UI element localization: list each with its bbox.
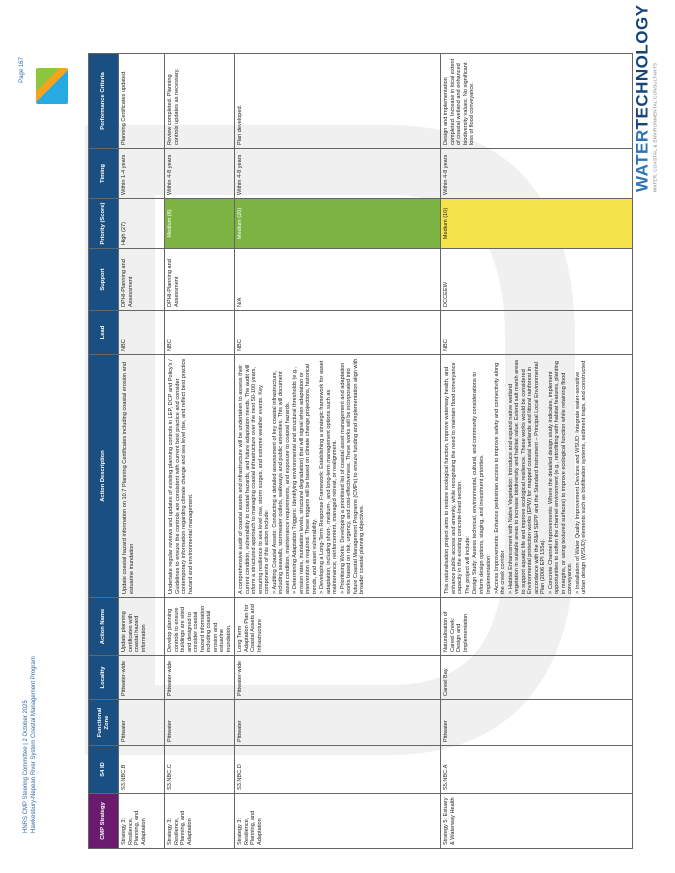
header-s4-id: S4 ID [89,746,119,794]
page-number [12,40,32,100]
cell-locality: Careel Bay [441,656,633,700]
cell-lead: NBC [119,311,165,355]
cell-s4-id: S5.NBC.A [441,746,633,794]
cell-cmp-strategy: Strategy 3: Resilience, Planning, and Adaptation [235,794,441,849]
cell-locality: Pittwater-wide [235,656,441,700]
cell-support: DPHI-Planning and Assessment [119,249,165,311]
description-paragraph: Implementation: [486,554,492,594]
action-table [88,53,633,849]
cell-performance-criteria: Review completed. Planning controls updates as necessary. [165,54,235,149]
description-paragraph: > Prioritising Works: Developing a prioritised list of coastal asset management and adaptation works based on risk, urgency, and cost-effectiveness. These works will be incorporated into future Coastal Management Programs (CMPs) to ensure funding and implementation align with broader coastal planning objectives. [339,358,365,594]
cell-action-name: Long Term Adaptation Plan for Coastal Assets and Infrastructure [235,598,441,656]
cell-functional-zone: Pittwater [441,700,633,746]
description-paragraph: The project will include: [464,535,471,594]
cell-priority: Medium (20) [235,199,441,249]
cell-action-name: Develop planning controls to ensure buildings are sited and designed to consider coastal hazard information including coastal erosion and estuarine inundation. [165,598,235,656]
cell-locality: Pittwater-wide [119,656,165,700]
cell-s4-id: S3.NBC.B [119,746,165,794]
cell-action-name: Naturalisation of Careel Creek: Design and Implementation [441,598,633,656]
header-support: Support [89,249,119,311]
cell-support: DCCEEW [441,249,633,311]
cell-support: DPHI-Planning and Assessment [165,249,235,311]
description-paragraph: Update coastal hazard information on 10.7 Planning Certificates including coastal erosion and estuarine inundation [122,362,135,594]
header-action-name: Action Name [89,598,119,656]
cell-s4-id: S3.NBC.D [235,746,441,794]
cell-cmp-strategy: Strategy 5: Estuary & Waterway Health [441,794,633,849]
action-table-wrapper [88,54,620,849]
cell-action-description [119,355,165,598]
footer-line-1: HNRS CMP Steering Committee | 2 October 2025 [23,700,29,833]
cell-action-name: Update planning certificates with coastal hazard information [119,598,165,656]
cell-lead: NBC [235,311,441,355]
cell-locality: Pittwater-wide [165,656,235,700]
brand-name-b: TECHNOLOGY [632,4,652,130]
description-paragraph: This naturalisation project aims to restore ecological function, improve waterway health, and enhance public access and amenity, while recognising the need to maintain flood conveyance capacity in the existing concrete-lined section. [444,362,463,594]
description-paragraph: > Concrete Channel Improvements: Where the detailed design study indicates, implement opportunities to soften the channel environment (e.g., retrofitting with habitat features, planting in margins, or using textured surfaces) to improve ecological function while retaining flood conveyance. [547,361,573,594]
cell-priority: Medium (10) [441,199,633,249]
header-lead: Lead [89,311,119,355]
cell-functional-zone: Pittwater [119,700,165,746]
page-number-text: Page 167 [19,57,25,83]
header-functional-zone: Functional Zone [89,700,119,746]
cell-priority: High (27) [119,199,165,249]
header-priority: Priority (Score) [89,199,119,249]
header-cmp-strategy: CMP Strategy [89,794,119,849]
cell-cmp-strategy: Strategy 3: Resilience, Planning, and Adaptation [119,794,165,849]
cell-timing: Within 1-4 years [119,149,165,199]
table-row [441,54,633,849]
table-row [235,54,441,849]
description-paragraph: A comprehensive audit of coastal assets and infrastructure will be undertaken to assess their current condition, vulnerability to coastal hazards, and future adaptation needs. The audit will inform a structured approach to managing coastal infrastructure over the next 50-100 years, ensuring resilience to sea level rise, storm surges, and extreme weather events. Key components of this action include: [238,364,270,594]
cell-timing: Within 4-8 years [165,149,235,199]
cell-timing: Within 4-8 years [441,149,633,199]
description-paragraph: > Habitat Enhancement with Native Vegetation: Introduce and expand native wetland vegetation in suitable areas to increase biodiversity and habitat value. Extend salt marsh areas to support aquatic life and improve ecological resilience. These works would be considered Environmental protection works (EPW) for mapped coastal wetlands and littoral rainforest in accordance with the R&H SEPP and the Standard Instrument – Principal Local Environmental Plan (2006 EPI 155a). [507,359,546,594]
description-paragraph: Design Study: Assess technical, environmental, cultural, and community considerations to inform design options, staging, and investment priorities. [472,372,485,594]
header-timing: Timing [89,149,119,199]
cell-action-description [165,355,235,598]
cell-lead: NBC [165,311,235,355]
description-paragraph: > Installation of Water Quality Improvement Devices and WSUD: Integrate water-sensitive urban design (WSUD) elements such as biofiltration systems, sediment traps, and constructed [574,360,587,594]
header-performance-criteria: Performance Criteria [89,54,119,149]
cell-lead: NBC [441,311,633,355]
cell-functional-zone: Pittwater [235,700,441,746]
cell-functional-zone: Pittwater [165,700,235,746]
footer-line-2: Hawkesbury-Nepean River System Coastal Management Program [31,656,37,833]
description-paragraph: > Determining Adaptation Triggers: Identifying environmental and structural thresholds (e.g., erosion rates, inundation levels, structural degradation) that will signal when adaptation or intervention is required. These triggers will be based on climate change projections, historical trends, and asset vulnerability. [292,364,318,594]
cell-performance-criteria: Planning Certificates updated. [119,54,165,149]
table-row [119,54,165,849]
cell-action-description [441,355,633,598]
footer [10,313,50,833]
header-action-description: Action Description [89,355,119,598]
cell-timing: Within 4-8 years [235,149,441,199]
cell-performance-criteria: Plan developed. [235,54,441,149]
cell-support: N/A [235,249,441,311]
description-paragraph: >Access Improvements: Enhance pedestrian access to improve safety and connectivity along the creek corridor. [493,362,506,594]
cell-performance-criteria: Design and implementation completed. Increase in local extent of coastal wetland and enhanced biodiversity values. No significant loss of flood conveyance. [441,54,633,149]
cell-action-description [235,355,441,598]
description-paragraph: > Auditing Coastal Assets: Conducting a detailed assessment of key coastal infrastructure, including seawalls, stormwater outlets, walkways and public amenities. This will document asset condition, maintenance requirements, and exposure to coastal hazards. [271,370,291,594]
header-locality: Locality [89,656,119,700]
table-row [165,54,235,849]
brand-tagline: WATER, COASTAL & ENVIRONMENTAL CONSULTANTS [652,62,658,192]
cell-s4-id: S3.NBC.C [165,746,235,794]
brand-name-a: WATER [632,129,652,192]
description-paragraph: > Developing a Long-Term Response Framework: Establishing a strategic framework for asset adaptation, including short-, medium-, and long-term management options such as maintenance, reinforcement, managed retreat, or realignment. [319,360,338,594]
council-logo [36,68,68,104]
cell-cmp-strategy: Strategy 3: Resilience, Planning, and Adaptation [165,794,235,849]
description-paragraph: Undertake regular reviews and updates of existing planning controls in LEP, DCP and Policy's / Guidelines to ensure the controls are consistent with current best practice and consider contemporary information regarding climate change and sea level rise, and reflect best practice hazard and environmental management. [168,358,194,594]
cell-priority: Medium (8) [165,199,235,249]
table-header-row [89,54,119,849]
